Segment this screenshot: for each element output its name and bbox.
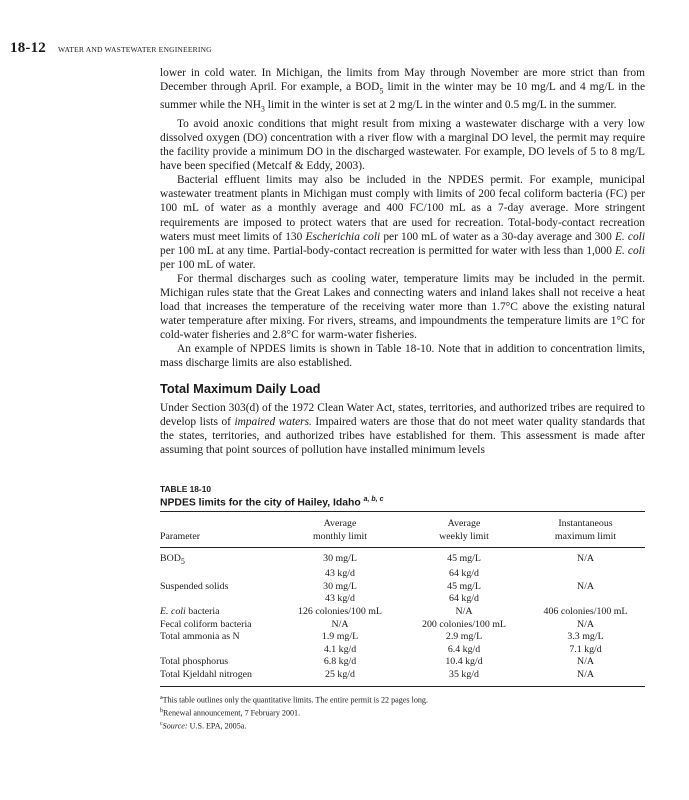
header-parameter: Parameter <box>160 531 201 543</box>
paragraph-4: For thermal discharges such as cooling water, temperature limits may be included in the permit. Michigan rules state that the Great Lakes and connecting waters and inland lakes shall not receive a heat load that increases the temperature of the receiving water more than 1.7°C above the existing natural water temperature after mixing. For rivers, streams, and impoundments the temperature limits are 1°C for cold-water fisheries and 2.8°C for warm-water fisheries. <box>160 272 645 342</box>
table-row: E. coli bacteria 126 colonies/100 mL N/A 406 colonies/100 mL <box>160 606 628 617</box>
footnote-a: $^a$This table outlines only the quantitative limits. The entire permit is 22 pages long. <box>160 694 428 705</box>
table-row: 4.1 kg/d 6.4 kg/d 7.1 kg/d <box>323 643 602 655</box>
header-instantaneous: Instantaneous maximum limit <box>554 518 617 543</box>
table-row: Fecal coliform bacteria N/A 200 colonies/100 mL N/A <box>160 618 594 630</box>
header-monthly: Average monthly limit <box>312 518 368 543</box>
table-label: TABLE 18-10 <box>160 484 212 494</box>
footnote-b: $^b$Renewal announcement, 7 February 2001. <box>160 707 301 718</box>
table-row: $BOD_5$ 30 mg/L 45 mg/L N/A <box>160 552 594 566</box>
table-header-row <box>160 512 645 546</box>
running-header <box>10 40 212 60</box>
footnote-c: $^c$Source: U.S. EPA, 2005a. <box>160 721 247 731</box>
table-row: Suspended solids 30 mg/L 45 mg/L N/A <box>160 580 594 592</box>
table-footnotes <box>160 693 645 733</box>
table-row: Total ammonia as N 1.9 mg/L 2.9 mg/L 3.3 mg/L <box>160 631 604 643</box>
table-title: NPDES limits for the city of Hailey, Idaho $^{a, b, c}$ <box>160 496 384 509</box>
table-row: Total Kjeldahl nitrogen 25 kg/d 35 kg/d N/A <box>160 668 594 680</box>
header-weekly: Average weekly limit <box>439 518 489 543</box>
page-number: 18-12 <box>10 40 46 56</box>
running-head-title: WATER AND WASTEWATER ENGINEERING <box>58 45 212 54</box>
table-18-10 <box>160 484 645 732</box>
table-row: 43 kg/d 64 kg/d <box>325 568 479 580</box>
section-title: Total Maximum Daily Load <box>160 380 321 396</box>
limits-table <box>160 512 645 685</box>
paragraph-5: An example of NPDES limits is shown in Table 18-10. Note that in addition to concentration limits, mass discharge limits are also established. <box>160 343 645 370</box>
body-text <box>160 66 645 457</box>
paragraph-1: lower in cold water. In Michigan, the limits from May through November are more strict than from December through April. For example, a $BOD_5$ limit in the winter may be 10 mg/L and 4 mg/L in the summer while the $NH_3$ limit in the winter is set at 2 mg/L in the winter and 0.5 mg/L in the summer. <box>160 67 645 114</box>
table-row: 43 kg/d 64 kg/d <box>325 593 479 605</box>
paragraph-2: To avoid anoxic conditions that might result from mixing a wastewater discharge with a very low dissolved oxygen (DO) concentration with a river flow with a marginal DO level, the permit may require the facility provide a minimum DO in the discharged wastewater. For example, DO levels of 5 to 8 mg/L have been specified (Metcalf & Eddy, 2003). <box>160 117 645 173</box>
paragraph-3: Bacterial effluent limits may also be included in the NPDES permit. For example, municipal wastewater treatment plants in Michigan must comply with limits of 200 fecal coliform bacteria (FC) per 100 mL of water as a monthly average and 400 FC/100 mL as a 7-day average. More stringent requirements are imposed to protect waters that are used for recreation. Total-body-contact recreation waters must meet limits of 130 Escherichia coli per 100 mL of water as a 30-day average and 300 E. coli per 100 mL at any time. Partial-body-contact recreation is permitted for water with less than 1,000 E. coli per 100 mL of water. <box>160 174 646 271</box>
table-row: Total phosphorus 6.8 kg/d 10.4 kg/d N/A <box>160 656 594 668</box>
paragraph-6: Under Section 303(d) of the 1972 Clean Water Act, states, territories, and authorized tribes are required to develop lists of impaired waters. Impaired waters are those that do not meet water quality standards that the states, territories, and authorized tribes have established for them. This assessment is made after assuming that point sources of pollution have installed minimum levels <box>160 401 646 456</box>
table-bottom-rule <box>160 686 645 687</box>
